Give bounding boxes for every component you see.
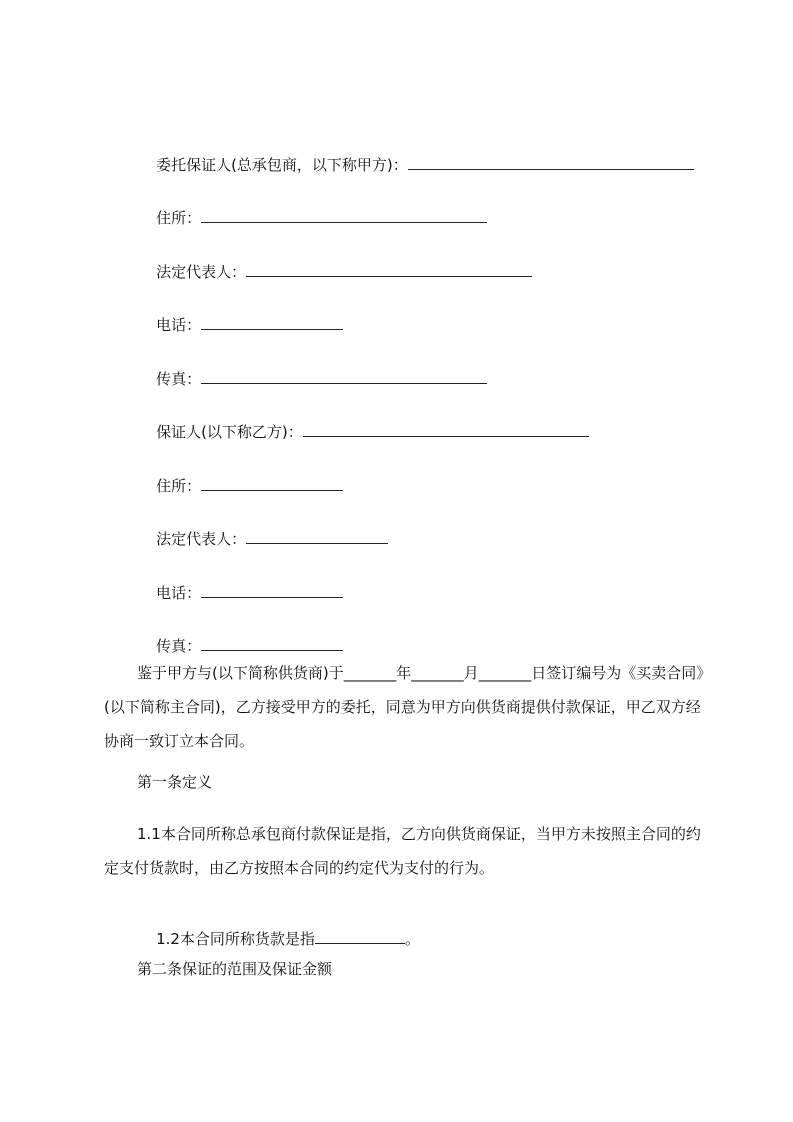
clause-1-1: 1.1本合同所称总承包商付款保证是指，乙方向供货商保证，当甲方未按照主合同的约定支付货款时，由乙方按照本合同的约定代为支付的行为。 bbox=[104, 825, 701, 877]
party-b-title-label: 保证人(以下称乙方)： bbox=[156, 423, 303, 441]
party-a-phone-blank[interactable] bbox=[201, 312, 343, 330]
party-b-legal-rep-blank[interactable] bbox=[246, 526, 388, 544]
party-b-fax-blank[interactable] bbox=[201, 633, 343, 651]
party-a-legal-rep-blank[interactable] bbox=[246, 259, 532, 277]
party-a-phone-label: 电话： bbox=[156, 316, 202, 334]
party-a-address-label: 住所： bbox=[156, 209, 202, 227]
clause-1-2-suffix: 。 bbox=[404, 930, 420, 948]
article-2-heading: 第二条保证的范围及保证金额 bbox=[137, 960, 333, 978]
party-b-address-label: 住所： bbox=[156, 477, 202, 495]
party-b-fax-label: 传真： bbox=[156, 637, 202, 655]
party-a-fax-blank[interactable] bbox=[201, 366, 487, 384]
party-b-phone-blank[interactable] bbox=[201, 580, 343, 598]
party-a-title-label: 委托保证人(总承包商，以下称甲方)： bbox=[156, 156, 408, 174]
party-a-address-blank[interactable] bbox=[201, 205, 487, 223]
party-b-name-blank[interactable] bbox=[303, 419, 589, 437]
article-1-heading: 第一条定义 bbox=[137, 773, 213, 791]
preamble-paragraph: 鉴于甲方与(以下简称供货商)于_______年_______月_______日签订编号为《买卖合同》(以下简称主合同)，乙方接受甲方的委托，同意为甲方向供货商提供付款保证，甲乙双方经协商一致订立本合同。 bbox=[104, 664, 704, 750]
party-a-legal-rep-label: 法定代表人： bbox=[156, 263, 247, 281]
clause-1-2-blank[interactable] bbox=[315, 926, 405, 944]
party-b-phone-label: 电话： bbox=[156, 584, 202, 602]
party-a-name-blank[interactable] bbox=[408, 152, 694, 170]
clause-1-2-prefix: 1.2本合同所称货款是指 bbox=[156, 930, 315, 948]
party-b-legal-rep-label: 法定代表人： bbox=[156, 530, 247, 548]
party-b-address-blank[interactable] bbox=[201, 473, 343, 491]
party-a-fax-label: 传真： bbox=[156, 370, 202, 388]
